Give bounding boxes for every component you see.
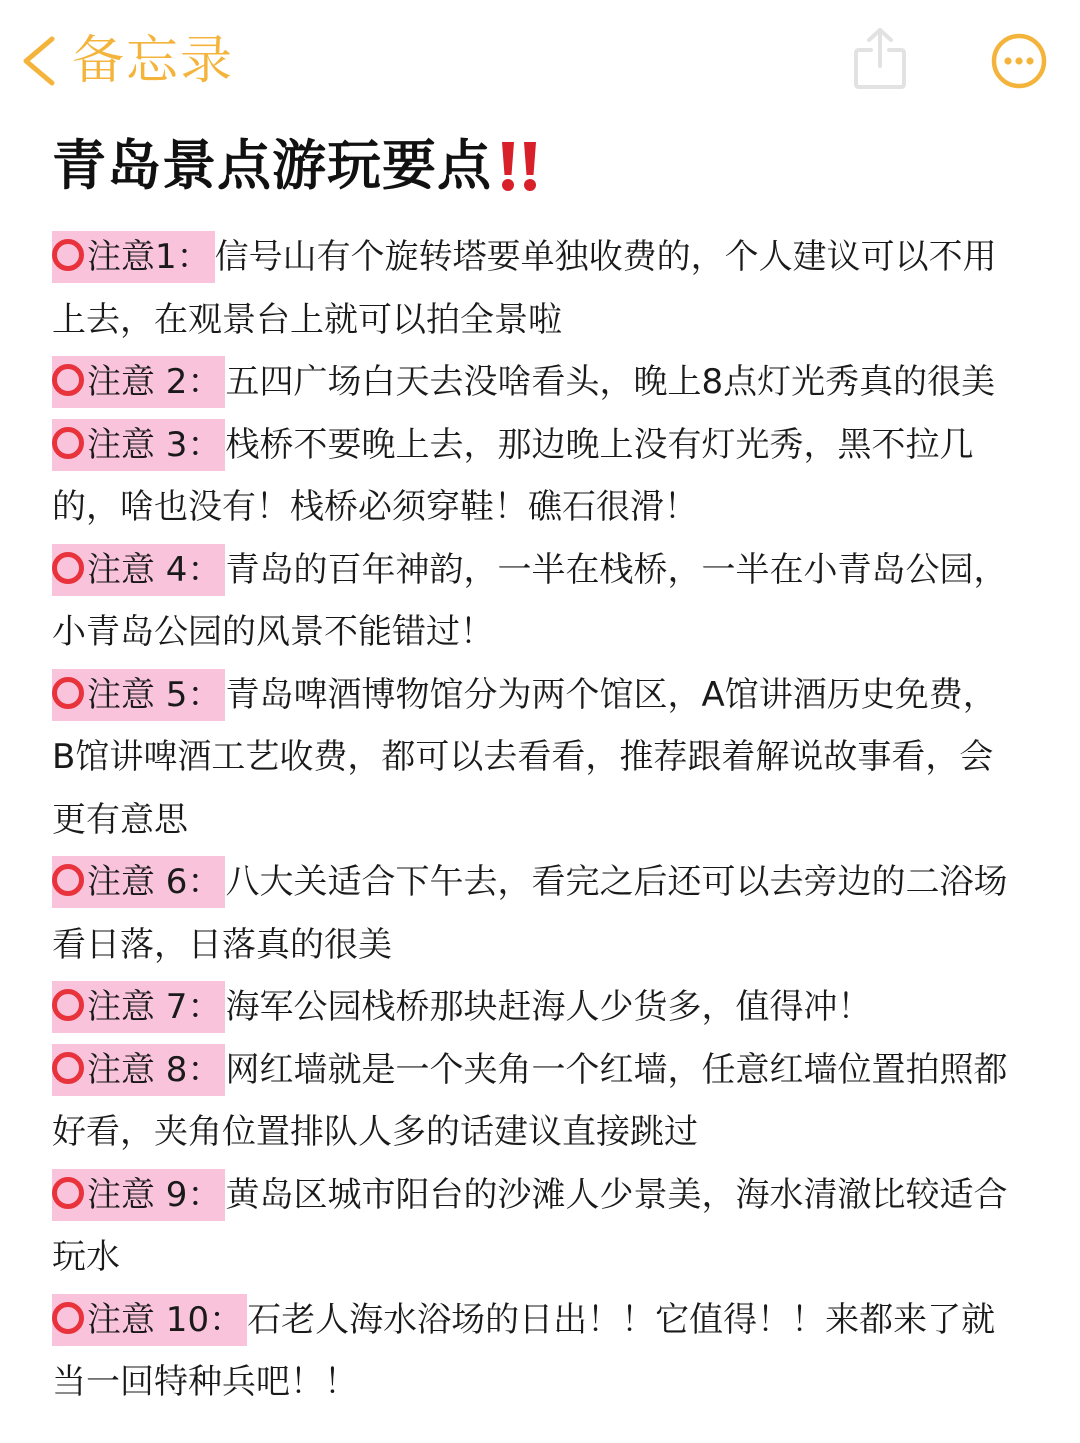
more-dots-icon xyxy=(990,32,1048,90)
red-circle-icon xyxy=(52,239,84,271)
tip-label-highlight xyxy=(52,1294,247,1346)
red-circle-icon xyxy=(52,677,84,709)
tip-label-highlight xyxy=(52,1044,225,1096)
note-title-row xyxy=(52,130,540,202)
red-circle-icon xyxy=(52,364,84,396)
tip-text: 石老人海水浴场的日出！！它值得！！来都来了就当一回特种兵吧！！ xyxy=(52,1299,996,1402)
tip-text: 青岛啤酒博物馆分为两个馆区，A馆讲酒历史免费，B馆讲啤酒工艺收费，都可以去看看，推荐跟着解说故事看，会更有意思 xyxy=(52,674,997,840)
red-circle-icon xyxy=(52,1302,84,1334)
red-circle-icon xyxy=(52,864,84,896)
red-circle-icon xyxy=(52,427,84,459)
more-button[interactable] xyxy=(990,32,1048,90)
chevron-left-icon xyxy=(18,35,60,87)
tip-label: 注意 2： xyxy=(87,362,222,402)
tip-label-highlight xyxy=(52,669,225,721)
note-tip-item xyxy=(52,226,1012,351)
tip-text: 青岛的百年神韵，一半在栈桥，一半在小青岛公园，小青岛公园的风景不能错过！ xyxy=(52,549,1008,652)
tip-text: 网红墙就是一个夹角一个红墙，任意红墙位置拍照都好看，夹角位置排队人多的话建议直接跳过 xyxy=(52,1049,1008,1152)
note-tip-item xyxy=(52,976,1012,1039)
tip-label-highlight xyxy=(52,356,225,408)
note-tip-item xyxy=(52,351,1012,414)
note-body xyxy=(52,226,1012,1414)
red-circle-icon xyxy=(52,989,84,1021)
tip-label: 注意 3： xyxy=(87,424,222,465)
tip-label-highlight xyxy=(52,1169,225,1221)
back-label: 备忘录 xyxy=(72,31,235,91)
red-circle-icon xyxy=(52,1052,84,1084)
tip-text: 海军公园栈桥那块赶海人少货多，值得冲！ xyxy=(225,987,872,1027)
note-tip-item xyxy=(52,851,1012,976)
note-tip-item xyxy=(52,664,1012,852)
double-exclamation-icon xyxy=(498,138,540,194)
note-tip-item xyxy=(52,1289,1012,1414)
tip-label-highlight xyxy=(52,544,225,596)
tip-label-highlight xyxy=(52,419,225,471)
tip-label: 注意 9： xyxy=(87,1174,222,1215)
tip-label: 注意1： xyxy=(87,237,211,277)
tip-label-highlight xyxy=(52,231,215,283)
tip-label: 注意 10： xyxy=(87,1299,244,1340)
tip-label: 注意 8： xyxy=(87,1049,222,1090)
note-tip-item xyxy=(52,1039,1012,1164)
tip-label: 注意 6： xyxy=(87,862,222,902)
tip-label-highlight xyxy=(52,856,225,908)
note-tip-item xyxy=(52,539,1012,664)
red-circle-icon xyxy=(52,552,84,584)
tip-text: 黄岛区城市阳台的沙滩人少景美，海水清澈比较适合玩水 xyxy=(52,1174,1008,1277)
tip-label-highlight xyxy=(52,981,225,1033)
tip-text: 八大关适合下午去，看完之后还可以去旁边的二浴场看日落，日落真的很美 xyxy=(52,862,1008,965)
tip-text: 栈桥不要晚上去，那边晚上没有灯光秀，黑不拉几的，啥也没有！栈桥必须穿鞋！礁石很滑！ xyxy=(52,424,974,527)
tip-label: 注意 7： xyxy=(87,987,222,1027)
tip-text: 五四广场白天去没啥看头，晚上8点灯光秀真的很美 xyxy=(225,362,996,402)
share-icon xyxy=(850,26,910,92)
note-title: 青岛景点游玩要点 xyxy=(52,134,492,197)
red-circle-icon xyxy=(52,1177,84,1209)
tip-text: 信号山有个旋转塔要单独收费的，个人建议可以不用上去，在观景台上就可以拍全景啦 xyxy=(52,237,997,340)
share-button[interactable] xyxy=(850,26,910,92)
tip-label: 注意 4： xyxy=(87,549,222,590)
note-tip-item xyxy=(52,1164,1012,1289)
tip-label: 注意 5： xyxy=(87,674,222,715)
navigation-bar xyxy=(0,0,1080,120)
note-tip-item xyxy=(52,414,1012,539)
back-button[interactable] xyxy=(18,28,234,94)
